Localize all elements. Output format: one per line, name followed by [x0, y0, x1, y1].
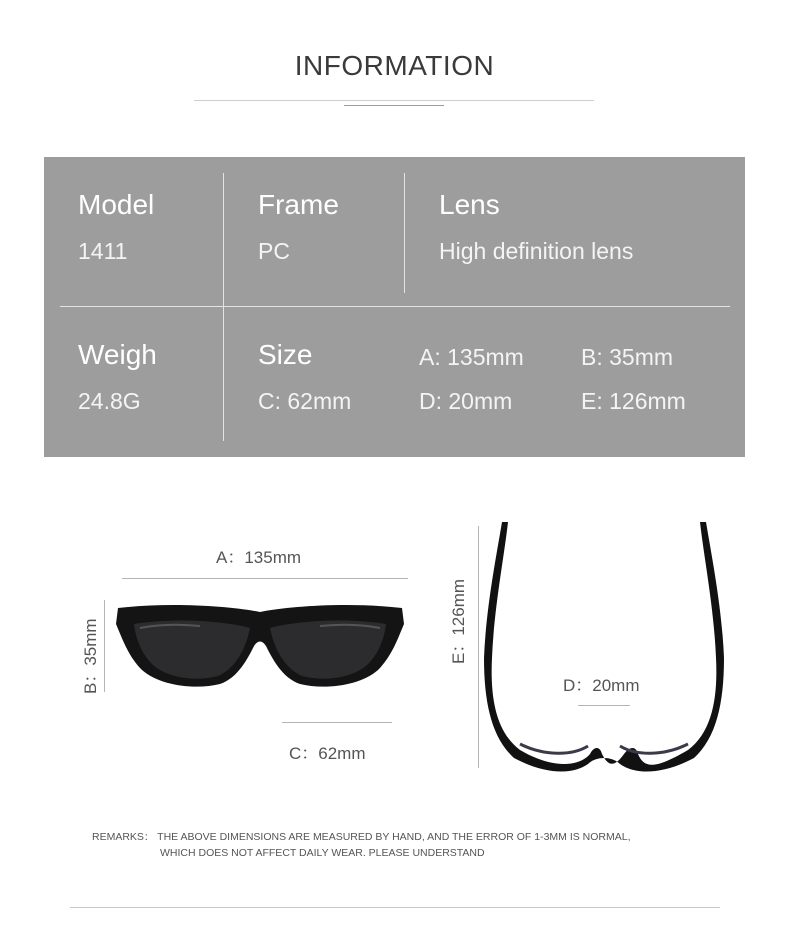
- title-underline: [194, 100, 594, 101]
- dimension-b-line: [104, 600, 105, 692]
- remarks-note: [92, 829, 631, 861]
- lens-label: Lens: [439, 189, 500, 220]
- divider-vertical-2: [404, 173, 405, 293]
- dimension-e-line: [478, 526, 479, 768]
- size-d: D: 20mm: [419, 388, 513, 414]
- dimension-e-label: E：126mm: [449, 578, 468, 664]
- model-value: 1411: [78, 238, 128, 264]
- dimension-c-label: C：62mm: [289, 744, 366, 763]
- weigh-label: Weigh: [78, 339, 157, 370]
- remarks-line-2: WHICH DOES NOT AFFECT DAILY WEAR. PLEASE UNDERSTAND: [160, 847, 485, 859]
- size-b: B: 35mm: [581, 344, 674, 370]
- remarks-line-1: REMARKS： THE ABOVE DIMENSIONS ARE MEASURED BY HAND, AND THE ERROR OF 1-3MM IS NORMAL,: [92, 831, 631, 843]
- page-title: INFORMATION: [294, 50, 495, 81]
- dimension-c-line: [282, 722, 392, 723]
- front-view-glasses: [110, 598, 410, 694]
- top-view-glasses: [484, 518, 724, 774]
- dimension-b-label: B：35mm: [81, 618, 100, 694]
- divider-horizontal: [60, 306, 730, 307]
- size-a: A: 135mm: [419, 344, 524, 370]
- dimension-a-line: [122, 578, 408, 579]
- dimension-a-label: A：135mm: [216, 548, 302, 567]
- frame-value: PC: [258, 238, 290, 264]
- title-accent-line: [344, 105, 444, 106]
- weigh-value: 24.8G: [78, 388, 141, 414]
- dimension-d-line: [578, 705, 630, 706]
- lens-value: High definition lens: [439, 238, 634, 264]
- size-c: C: 62mm: [258, 388, 352, 414]
- size-label: Size: [258, 339, 313, 370]
- divider-vertical-1: [223, 173, 224, 441]
- footer-line: [70, 907, 720, 908]
- size-e: E: 126mm: [581, 388, 686, 414]
- frame-label: Frame: [258, 189, 339, 220]
- spec-panel: [44, 157, 745, 457]
- model-label: Model: [78, 189, 155, 220]
- dimension-d-label: D：20mm: [563, 676, 640, 695]
